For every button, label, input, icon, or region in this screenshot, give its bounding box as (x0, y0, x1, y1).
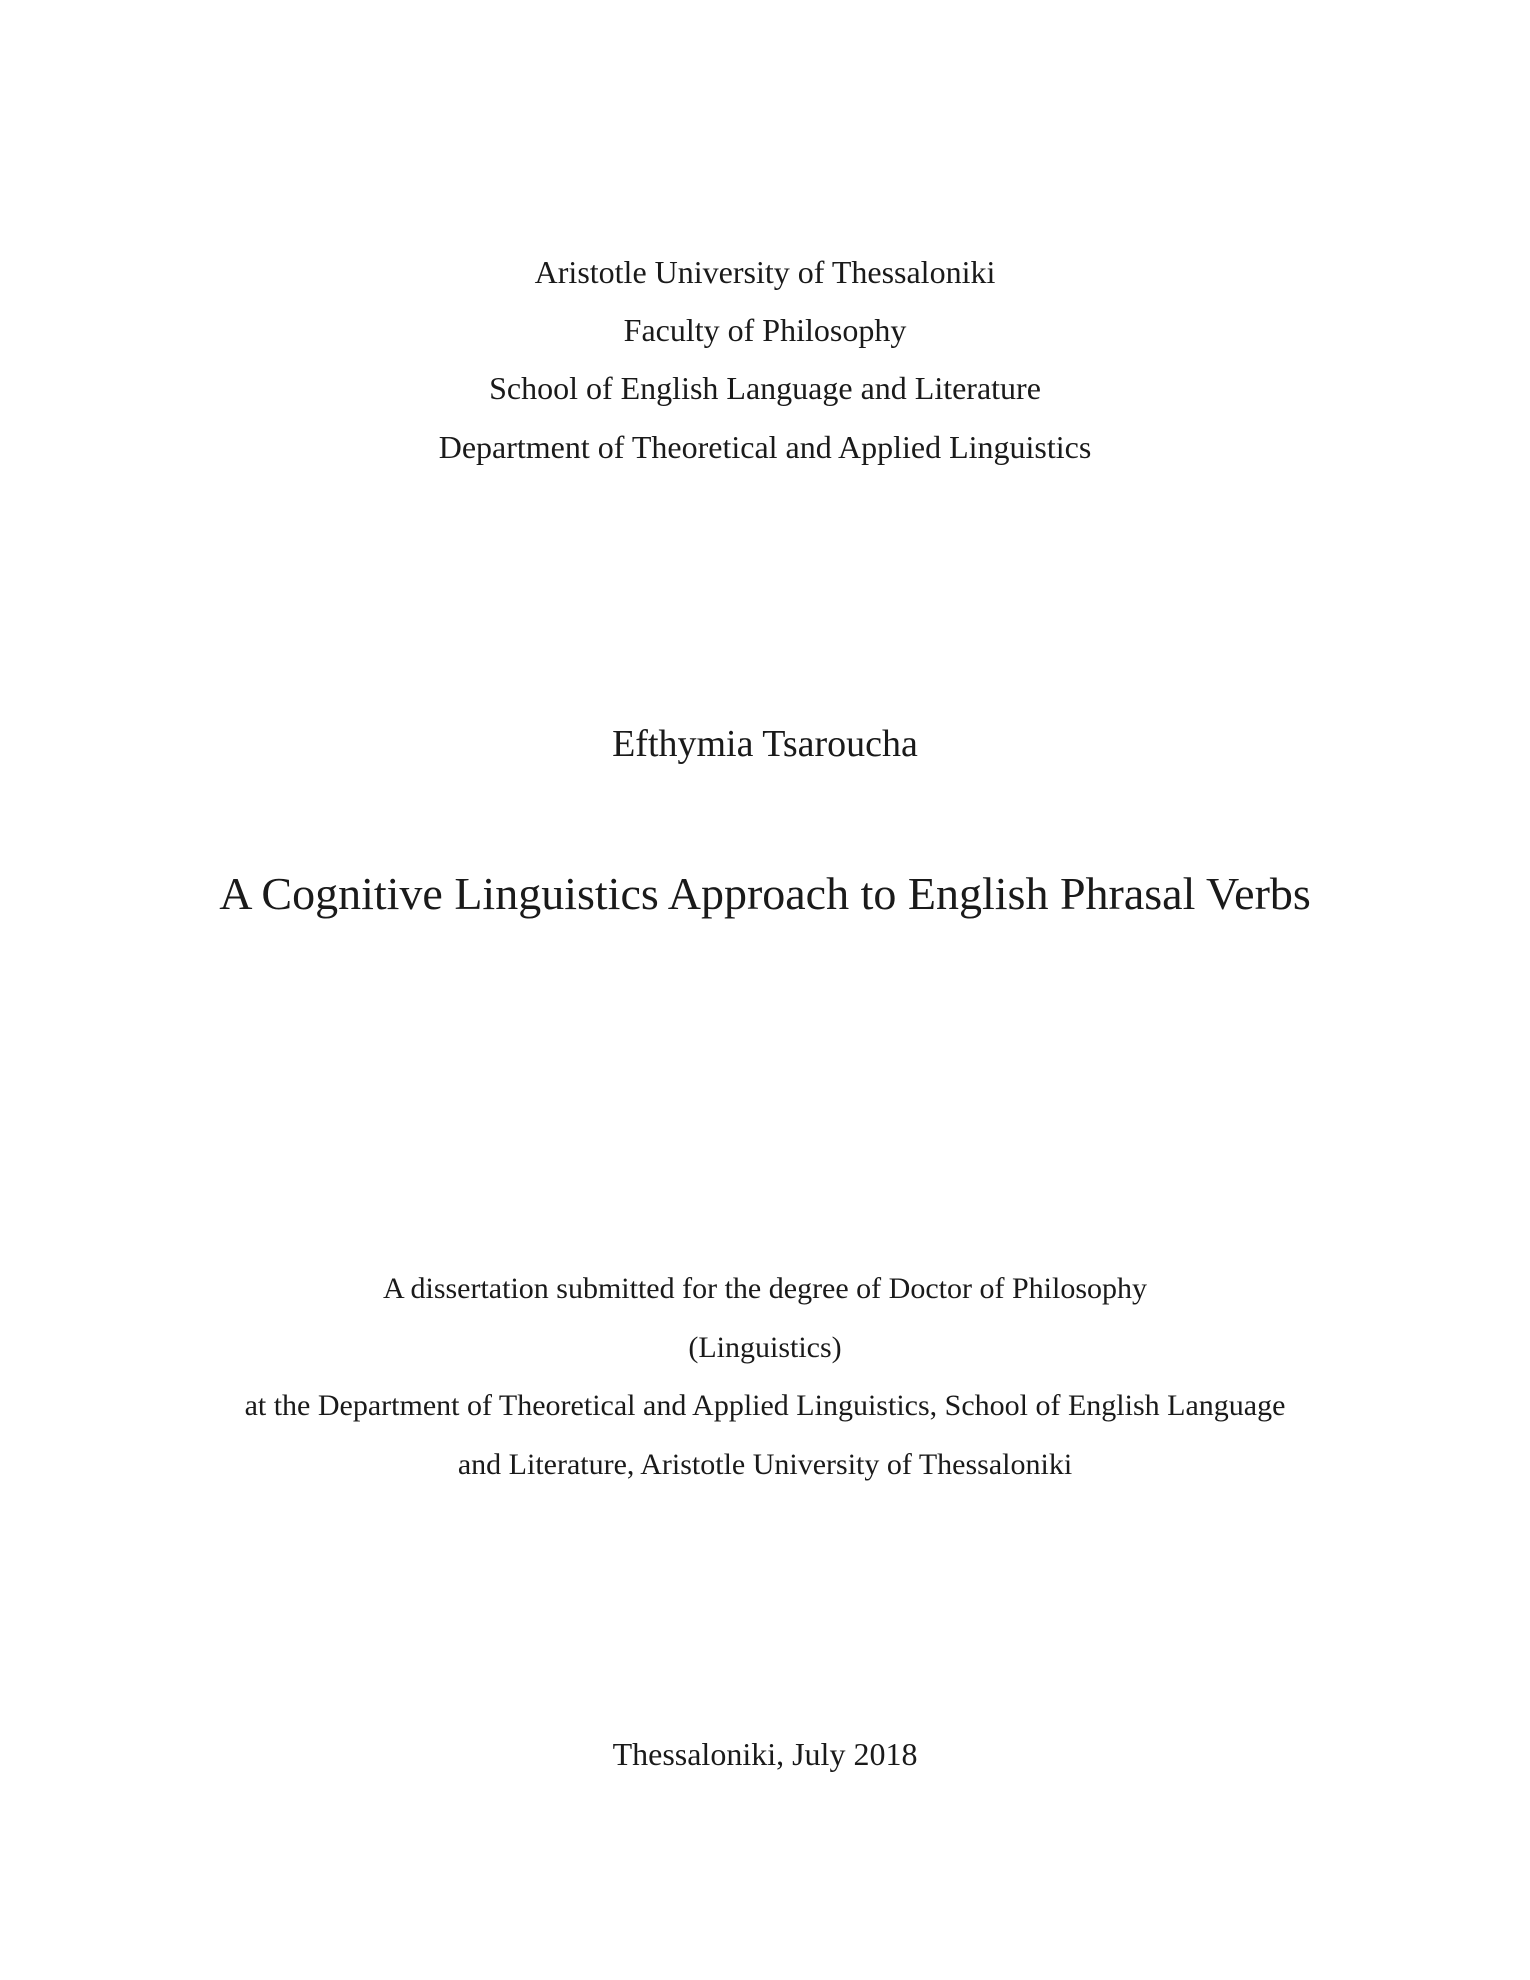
submission-line-3: at the Department of Theoretical and Applied Linguistics, School of English Language (244, 1389, 1286, 1422)
submission-line-1: A dissertation submitted for the degree of Doctor of Philosophy (382, 1272, 1148, 1305)
faculty-name: Faculty of Philosophy (623, 312, 907, 348)
author-name: Efthymia Tsaroucha (612, 723, 918, 765)
submission-line-2: (Linguistics) (688, 1331, 842, 1364)
dissertation-title: A Cognitive Linguistics Approach to English Phrasal Verbs (219, 868, 1311, 919)
department-name: Department of Theoretical and Applied Linguistics (438, 429, 1092, 465)
place-and-date: Thessaloniki, July 2018 (612, 1736, 918, 1772)
school-name: School of English Language and Literature (489, 370, 1041, 406)
submission-line-4: and Literature, Aristotle University of Thessaloniki (457, 1448, 1073, 1481)
university-name: Aristotle University of Thessaloniki (534, 254, 996, 290)
